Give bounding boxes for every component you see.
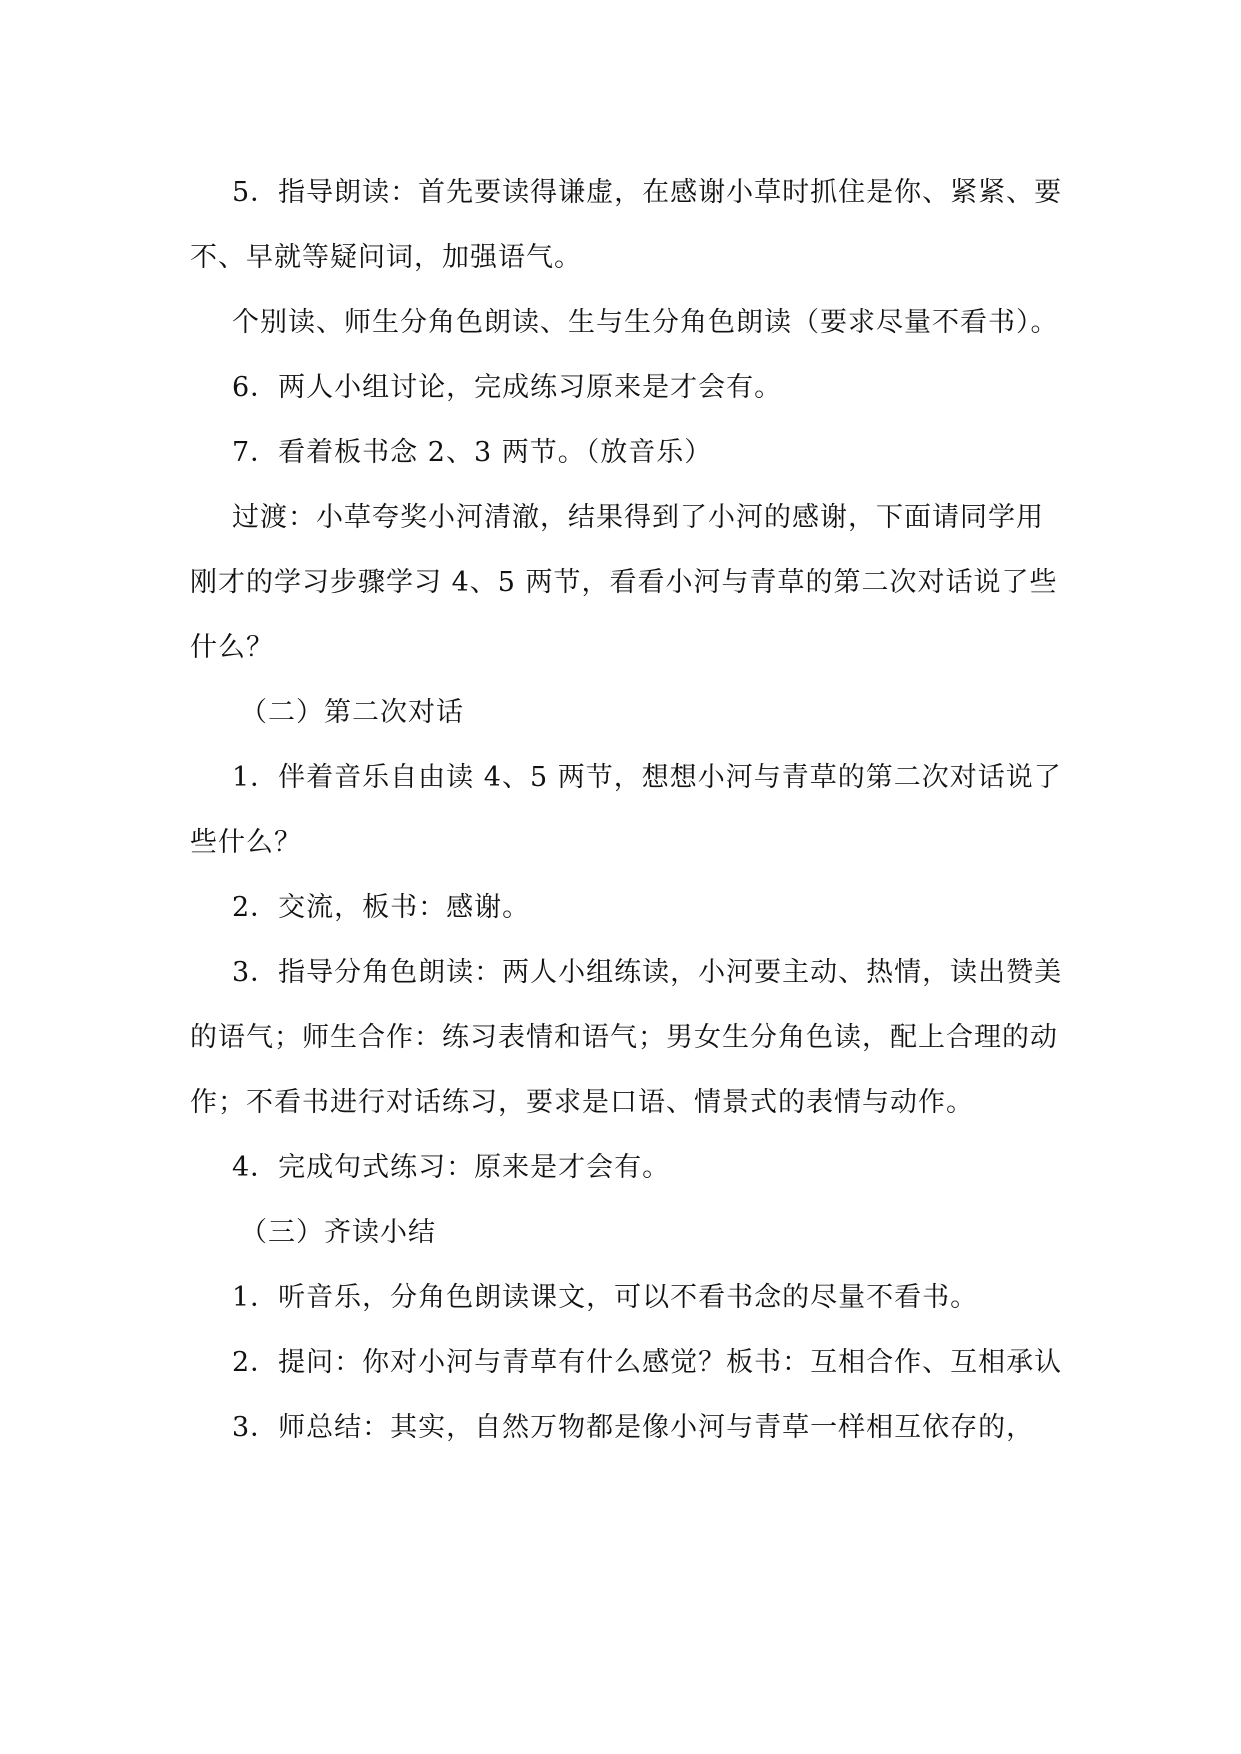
section-heading-summary: （三）齐读小结 bbox=[240, 1217, 436, 1248]
paragraph-dialogue-step-2: 2．交流，板书：感谢。 bbox=[232, 892, 531, 923]
paragraph-transition: 过渡：小草夸奖小河清澈，结果得到了小河的感谢，下面请同学用刚才的学习步骤学习 4、5 两节，看看小河与青草的第二次对话说了些什么？ bbox=[190, 502, 1058, 663]
paragraph-step-6: 6．两人小组讨论，完成练习原来是才会有。 bbox=[232, 372, 783, 403]
paragraph-summary-step-2: 2．提问：你对小河与青草有什么感觉？板书：互相合作、互相承认 bbox=[232, 1347, 1063, 1378]
paragraph-step-5: 5．指导朗读：首先要读得谦虚，在感谢小草时抓住是你、紧紧、要不、早就等疑问词，加强语气。 bbox=[190, 177, 1063, 273]
paragraph-dialogue-step-3: 3．指导分角色朗读：两人小组练读，小河要主动、热情，读出赞美的语气；师生合作：练习表情和语气；男女生分角色读，配上合理的动作；不看书进行对话练习，要求是口语、情景式的表情与动作。 bbox=[190, 957, 1063, 1118]
document-body bbox=[190, 160, 1070, 1460]
paragraph-summary-step-3: 3．师总结：其实，自然万物都是像小河与青草一样相互依存的， bbox=[232, 1412, 1035, 1443]
paragraph-dialogue-step-1: 1．伴着音乐自由读 4、5 两节，想想小河与青草的第二次对话说了些什么？ bbox=[190, 762, 1062, 858]
paragraph-reading-modes: 个别读、师生分角色朗读、生与生分角色朗读（要求尽量不看书）。 bbox=[232, 307, 1059, 338]
paragraph-step-7: 7．看着板书念 2、3 两节。（放音乐） bbox=[232, 437, 713, 468]
section-heading-second-dialogue: （二）第二次对话 bbox=[240, 697, 464, 728]
paragraph-summary-step-1: 1．听音乐，分角色朗读课文，可以不看书念的尽量不看书。 bbox=[232, 1282, 979, 1313]
paragraph-dialogue-step-4: 4．完成句式练习：原来是才会有。 bbox=[232, 1152, 671, 1183]
